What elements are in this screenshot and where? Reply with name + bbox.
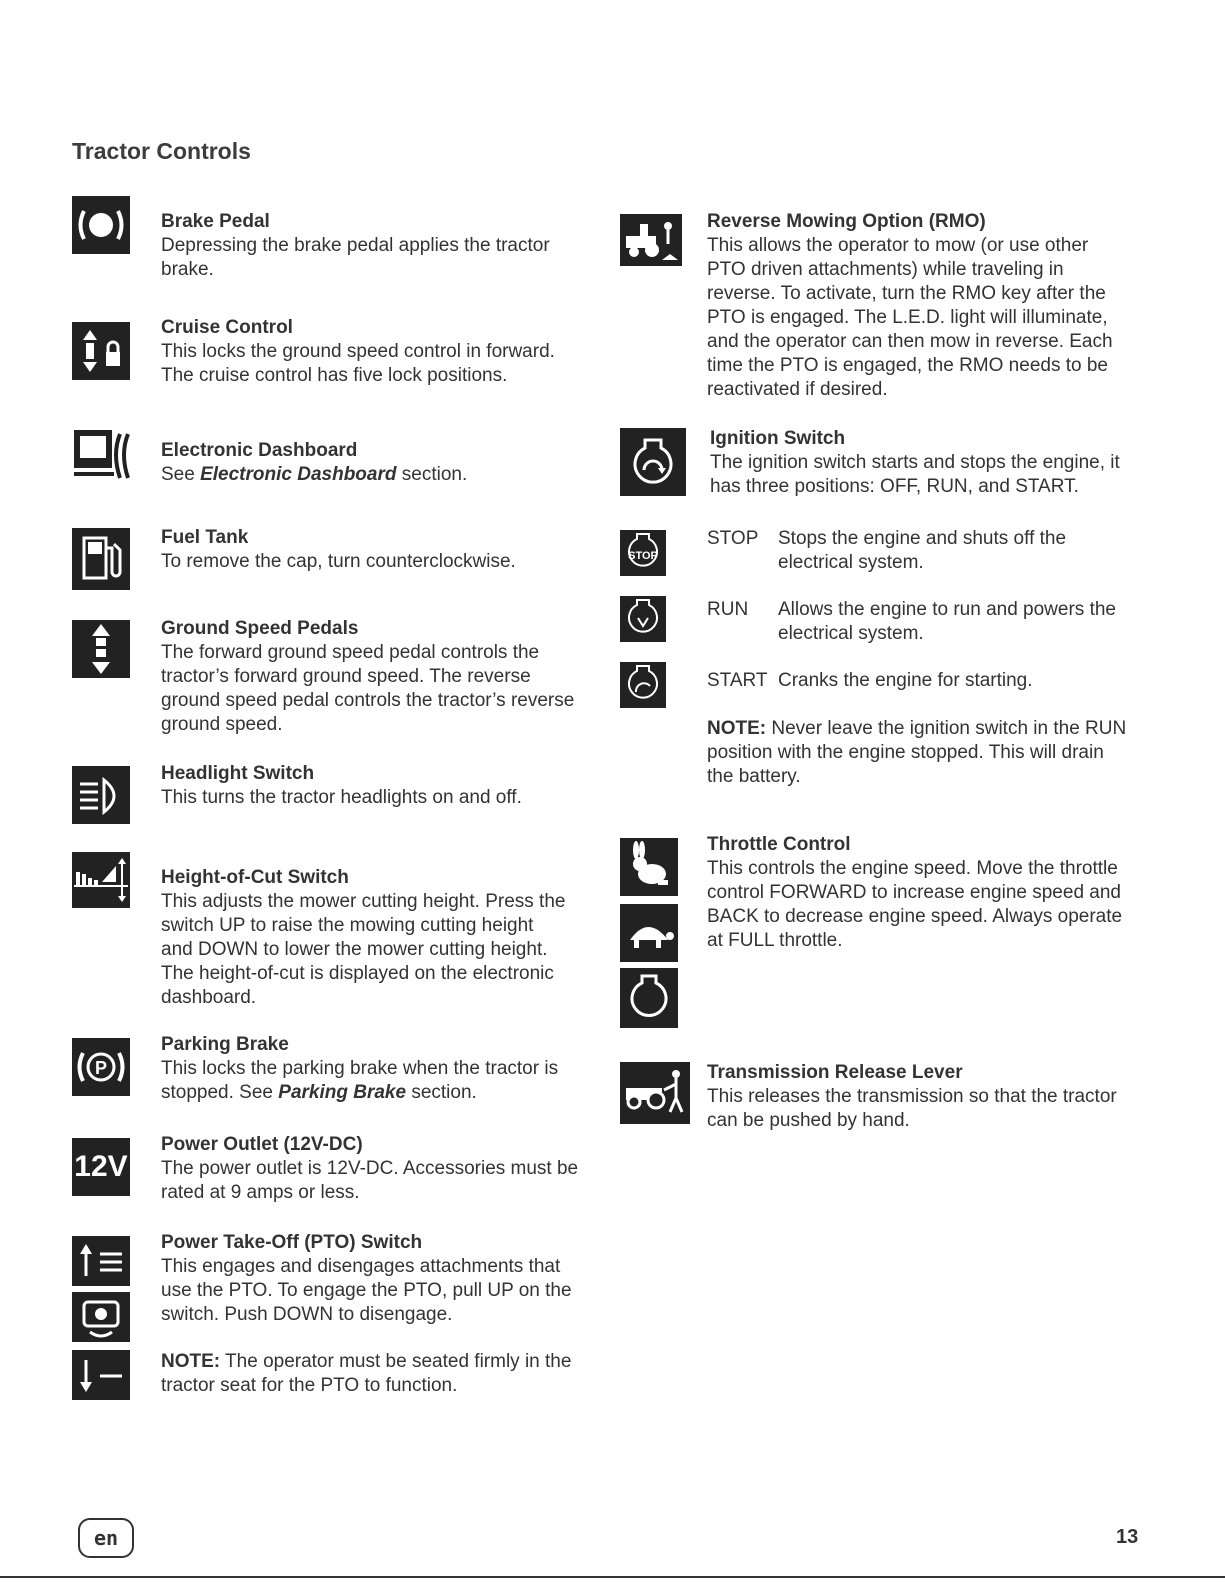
ground-speed-line: tractor’s forward ground speed. The reverse	[161, 666, 531, 687]
throttle-line: at FULL throttle.	[707, 930, 843, 951]
fuel-pump-icon	[72, 528, 130, 590]
body-prefix: stopped. See	[161, 1082, 279, 1103]
throttle-line: control FORWARD to increase engine speed and	[707, 882, 1121, 903]
ignition-line: The ignition switch starts and stops the engine, it	[710, 452, 1120, 473]
rmo-icon	[620, 214, 682, 266]
ignition-note-line: the battery.	[707, 766, 801, 787]
page-title: Tractor Controls	[72, 138, 251, 164]
position-line: Cranks the engine for starting.	[778, 670, 1033, 691]
body-prefix: See	[161, 464, 201, 485]
ground-speed-entry	[161, 617, 601, 737]
pto-switch-line: This engages and disengages attachments that	[161, 1256, 561, 1277]
run-icon	[620, 596, 666, 642]
cruise-control-title: Cruise Control	[161, 317, 293, 338]
throttle-title: Throttle Control	[707, 834, 851, 855]
parking-brake-line: This locks the parking brake when the tractor is	[161, 1058, 559, 1079]
height-of-cut-line: This adjusts the mower cutting height. Press the	[161, 891, 566, 912]
headlight-icon	[72, 766, 130, 824]
pto-note	[161, 1350, 601, 1374]
section-reference: Parking Brake	[278, 1082, 407, 1103]
ground-speed-title: Ground Speed Pedals	[161, 618, 359, 639]
body-suffix: section.	[406, 1082, 477, 1103]
fuel-tank-entry	[161, 526, 601, 574]
note-text: Never leave the ignition switch in the RUN	[766, 718, 1127, 739]
pto-switch-line: use the PTO. To engage the PTO, pull UP on the	[161, 1280, 572, 1301]
rmo-title: Reverse Mowing Option (RMO)	[707, 211, 986, 232]
transmission-entry	[707, 1061, 1157, 1133]
pto-note-line: tractor seat for the PTO to function.	[161, 1375, 458, 1396]
position-line: electrical system.	[778, 623, 924, 644]
ignition-line: has three positions: OFF, RUN, and START.	[710, 476, 1079, 497]
ignition-note-line: position with the engine stopped. This will drain	[707, 742, 1104, 763]
height-of-cut-line: and DOWN to lower the mower cutting height.	[161, 939, 548, 960]
position-description	[778, 669, 1138, 693]
transmission-title: Transmission Release Lever	[707, 1062, 963, 1083]
position-description	[778, 598, 1138, 646]
transmission-line: This releases the transmission so that the tractor	[707, 1086, 1117, 1107]
ignition-title: Ignition Switch	[710, 428, 846, 449]
ignition-icon	[620, 428, 686, 496]
rmo-line: PTO driven attachments) while traveling in	[707, 259, 1064, 280]
electronic-dashboard-title: Electronic Dashboard	[161, 440, 358, 461]
engine-icon	[620, 968, 678, 1028]
height-of-cut-icon	[72, 852, 130, 908]
ignition-position-run	[707, 598, 1157, 648]
brake-pedal-line: brake.	[161, 259, 214, 280]
svg-text:P: P	[94, 1058, 108, 1078]
stop-icon-text: STOP	[628, 550, 658, 562]
pto-switch-title: Power Take-Off (PTO) Switch	[161, 1232, 423, 1253]
cruise-control-icon	[72, 322, 130, 380]
note-label: NOTE:	[161, 1351, 221, 1372]
transmission-line: can be pushed by hand.	[707, 1110, 910, 1131]
note-text: The operator must be seated firmly in the	[220, 1351, 572, 1372]
power-outlet-entry	[161, 1133, 601, 1205]
rmo-line: This allows the operator to mow (or use other	[707, 235, 1089, 256]
brake-pedal-line: Depressing the brake pedal applies the tractor	[161, 235, 550, 256]
power-outlet-title: Power Outlet (12V-DC)	[161, 1134, 363, 1155]
position-line: Stops the engine and shuts off the	[778, 528, 1067, 549]
pto-switch-line: switch. Push DOWN to disengage.	[161, 1304, 453, 1325]
power-outlet-line: rated at 9 amps or less.	[161, 1182, 360, 1203]
power-outlet-line: The power outlet is 12V-DC. Accessories must be	[161, 1158, 579, 1179]
position-line: Allows the engine to run and powers the	[778, 599, 1116, 620]
electronic-dashboard-body	[161, 463, 601, 487]
transmission-release-icon	[620, 1062, 690, 1124]
cruise-control-entry	[161, 316, 601, 388]
headlight-entry	[161, 762, 601, 810]
power-outlet-icon	[72, 1138, 130, 1196]
pto-switch-entry	[161, 1231, 601, 1398]
language-badge: en	[78, 1518, 134, 1558]
brake-pedal-title: Brake Pedal	[161, 211, 270, 232]
parking-brake-line	[161, 1081, 601, 1105]
position-code: START	[707, 670, 768, 691]
electronic-dashboard-entry	[161, 439, 601, 487]
cruise-control-line: This locks the ground speed control in forward.	[161, 341, 555, 362]
parking-brake-entry	[161, 1033, 601, 1105]
position-description	[778, 527, 1138, 575]
ground-speed-line: ground speed.	[161, 714, 283, 735]
fuel-tank-title: Fuel Tank	[161, 527, 249, 548]
brake-pedal-entry	[161, 210, 601, 282]
fuel-tank-line: To remove the cap, turn counterclockwise.	[161, 551, 516, 572]
ground-speed-icon	[72, 620, 130, 678]
ignition-entry	[710, 427, 1160, 499]
ground-speed-line: ground speed pedal controls the tractor’s reverse	[161, 690, 575, 711]
ignition-note-line	[707, 717, 1157, 741]
position-code: RUN	[707, 599, 749, 620]
pto-engage-icon	[72, 1236, 130, 1286]
height-of-cut-line: dashboard.	[161, 987, 257, 1008]
turtle-icon	[620, 904, 678, 962]
position-line: electrical system.	[778, 552, 924, 573]
bottom-rule	[0, 1576, 1225, 1578]
rmo-line: time the PTO is engaged, the RMO needs to be	[707, 355, 1108, 376]
rmo-line: reactivated if desired.	[707, 379, 888, 400]
ignition-note	[707, 717, 1157, 789]
pto-icon	[72, 1292, 130, 1342]
ignition-position-start	[707, 669, 1157, 695]
brake-pedal-icon	[72, 196, 130, 254]
cruise-control-line: The cruise control has five lock positions.	[161, 365, 508, 386]
height-of-cut-line: The height-of-cut is displayed on the electronic	[161, 963, 554, 984]
headlight-line: This turns the tractor headlights on and off.	[161, 787, 522, 808]
rmo-line: PTO is engaged. The L.E.D. light will illuminate,	[707, 307, 1108, 328]
pto-disengage-icon	[72, 1350, 130, 1400]
throttle-line: This controls the engine speed. Move the throttle	[707, 858, 1118, 879]
headlight-title: Headlight Switch	[161, 763, 315, 784]
ground-speed-line: The forward ground speed pedal controls the	[161, 642, 540, 663]
power-outlet-icon-text: 12V	[74, 1150, 128, 1183]
throttle-entry	[707, 833, 1157, 953]
rabbit-icon	[620, 838, 678, 896]
parking-brake-icon	[72, 1038, 130, 1096]
ignition-position-stop	[707, 527, 1157, 577]
section-reference: Electronic Dashboard	[200, 464, 397, 485]
height-of-cut-line: switch UP to raise the mowing cutting height	[161, 915, 534, 936]
position-code: STOP	[707, 528, 759, 549]
note-label: NOTE:	[707, 718, 767, 739]
page-number: 13	[1116, 1526, 1139, 1548]
throttle-line: BACK to decrease engine speed. Always operate	[707, 906, 1123, 927]
body-suffix: section.	[396, 464, 468, 485]
height-of-cut-title: Height-of-Cut Switch	[161, 867, 349, 888]
rmo-line: and the operator can then mow in reverse. Each	[707, 331, 1113, 352]
stop-icon	[620, 530, 666, 576]
rmo-entry	[707, 210, 1157, 402]
parking-brake-title: Parking Brake	[161, 1034, 289, 1055]
height-of-cut-entry	[161, 866, 601, 1010]
rmo-line: reverse. To activate, turn the RMO key after the	[707, 283, 1106, 304]
dashboard-icon	[72, 424, 134, 486]
start-icon	[620, 662, 666, 708]
